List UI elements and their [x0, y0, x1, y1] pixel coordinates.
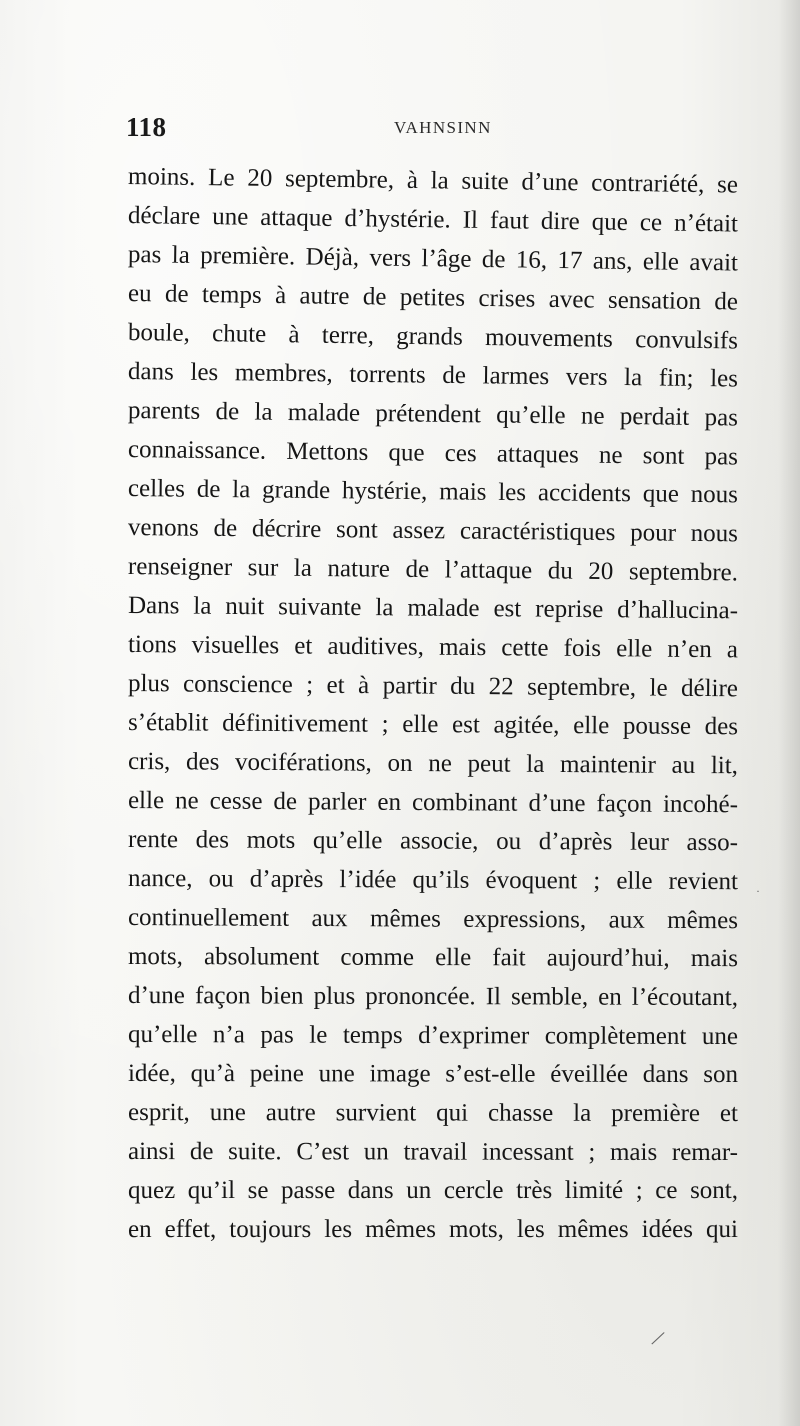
text-line: Dans la nuit suivante la malade est reprise d’hallucina-: [127, 592, 739, 625]
page-header: [126, 110, 738, 150]
text-line: nance, ou d’après l’idée qu’ils évoquent ; elle revient: [127, 865, 739, 896]
scan-pencil-mark: /: [648, 1326, 667, 1353]
text-line: d’une façon bien plus prononcée. Il semble, en l’écoutant,: [127, 982, 739, 1012]
text-line: ainsi de suite. C’est un travail incessant ; mais remar-: [127, 1138, 739, 1167]
text-line: quez qu’il se passe dans un cercle très limité ; ce sont,: [128, 1177, 738, 1204]
text-line: s’établit définitivement ; elle est agitée, elle pousse des: [127, 709, 739, 741]
running-title: VAHNSINN: [394, 118, 492, 137]
text-line: eu de temps à autre de petites crises avec sensation de: [127, 280, 739, 316]
text-line: cris, des vociférations, on ne peut la maintenir au lit,: [127, 748, 739, 780]
text-line: déclare une attaque d’hystérie. Il faut dire que ce n’était: [127, 202, 739, 238]
scan-speck: ·: [756, 884, 760, 898]
text-line: renseigner sur la nature de l’attaque du 20 septembre.: [127, 553, 739, 587]
text-line: esprit, une autre survient qui chasse la première et: [127, 1099, 739, 1128]
page-edge-shadow: [778, 0, 800, 1426]
text-line: en effet, toujours les mêmes mots, les mêmes idées qui: [128, 1216, 738, 1243]
text-line: connaissance. Mettons que ces attaques ne sont pas: [127, 436, 739, 471]
text-line: moins. Le 20 septembre, à la suite d’une contrariété, se: [127, 163, 739, 199]
text-line: continuellement aux mêmes expressions, aux mêmes: [127, 904, 739, 935]
text-line: pas la première. Déjà, vers l’âge de 16, 17 ans, elle avait: [127, 241, 739, 277]
page-number: 118: [126, 112, 167, 142]
text-line: idée, qu’à peine une image s’est-elle éveillée dans son: [127, 1060, 739, 1089]
text-line: venons de décrire sont assez caractéristiques pour nous: [127, 514, 739, 548]
text-line: dans les membres, torrents de larmes vers la fin; les: [127, 358, 739, 393]
text-line: boule, chute à terre, grands mouvements convulsifs: [127, 319, 739, 355]
text-line: mots, absolument comme elle fait aujourd’hui, mais: [127, 943, 739, 973]
text-line: rente des mots qu’elle associe, ou d’après leur asso-: [127, 826, 739, 857]
text-line: parents de la malade prétendent qu’elle ne perdait pas: [127, 397, 739, 432]
text-line: qu’elle n’a pas le temps d’exprimer complètement une: [127, 1021, 739, 1051]
text-line: elle ne cesse de parler en combinant d’une façon incohé-: [127, 787, 739, 819]
text-line: tions visuelles et auditives, mais cette fois elle n’en a: [127, 631, 739, 664]
text-line: celles de la grande hystérie, mais les accidents que nous: [127, 475, 739, 509]
text-line: plus conscience ; et à partir du 22 septembre, le délire: [127, 670, 739, 703]
